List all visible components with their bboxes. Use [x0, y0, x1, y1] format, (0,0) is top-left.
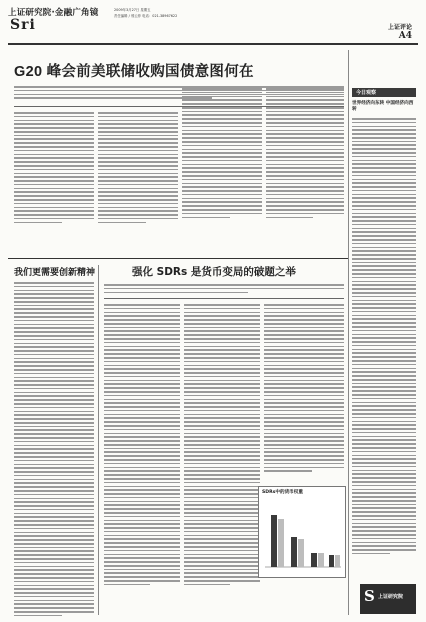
paper-name: 上证研究院·金融广角镜	[8, 8, 99, 18]
section-label: 上证评论	[387, 24, 412, 31]
page-number: A4	[398, 31, 412, 41]
logo-block	[360, 584, 416, 614]
bar-4a	[329, 555, 334, 567]
section-rule	[8, 258, 348, 259]
logo-mark: S	[364, 587, 375, 605]
masthead-rule	[8, 43, 418, 45]
page-code: Sri	[10, 17, 36, 33]
figure-bars	[259, 497, 345, 575]
sidebar-body	[352, 118, 416, 557]
main-intro	[104, 284, 344, 295]
figure-box	[258, 486, 346, 578]
lead-col-2	[98, 112, 178, 225]
bar-2b	[298, 539, 304, 567]
date-line: 2009年3月27日 星期五	[114, 8, 151, 12]
lead-col-4	[266, 88, 344, 220]
main-intro-divider	[104, 298, 344, 299]
logo-text: 上证研究院	[378, 594, 404, 600]
editor-line: 责任编辑 / 邢云菲 电话：021-38967622	[114, 14, 178, 18]
main-col-1	[104, 304, 180, 588]
sidebar-headline	[352, 101, 416, 113]
bar-4b	[335, 555, 340, 567]
left-headline: 我们更需要创新精神	[14, 268, 96, 278]
lead-col-3	[182, 88, 262, 220]
sidebar-divider	[348, 50, 349, 615]
masthead	[8, 4, 418, 44]
main-headline: 强化 SDRs 是货币变局的破题之举	[132, 266, 296, 278]
sidebar-headline-text: 世界经济向东转 中国经济向西转	[352, 101, 414, 112]
main-col-3	[264, 304, 344, 474]
sidebar-label: 今日观察	[356, 90, 377, 96]
bar-1b	[278, 519, 284, 567]
bar-3a	[311, 553, 317, 567]
lead-headline: G20 峰会前美联储收购国债意图何在	[14, 64, 254, 80]
bar-3b	[318, 553, 324, 567]
main-col-2	[184, 304, 260, 588]
left-column-divider	[98, 265, 99, 615]
figure-title: SDRs中的货币权重	[262, 490, 303, 495]
left-body	[14, 282, 94, 619]
bar-1a	[271, 515, 277, 567]
lead-col-1	[14, 112, 94, 225]
bar-2a	[291, 537, 297, 567]
